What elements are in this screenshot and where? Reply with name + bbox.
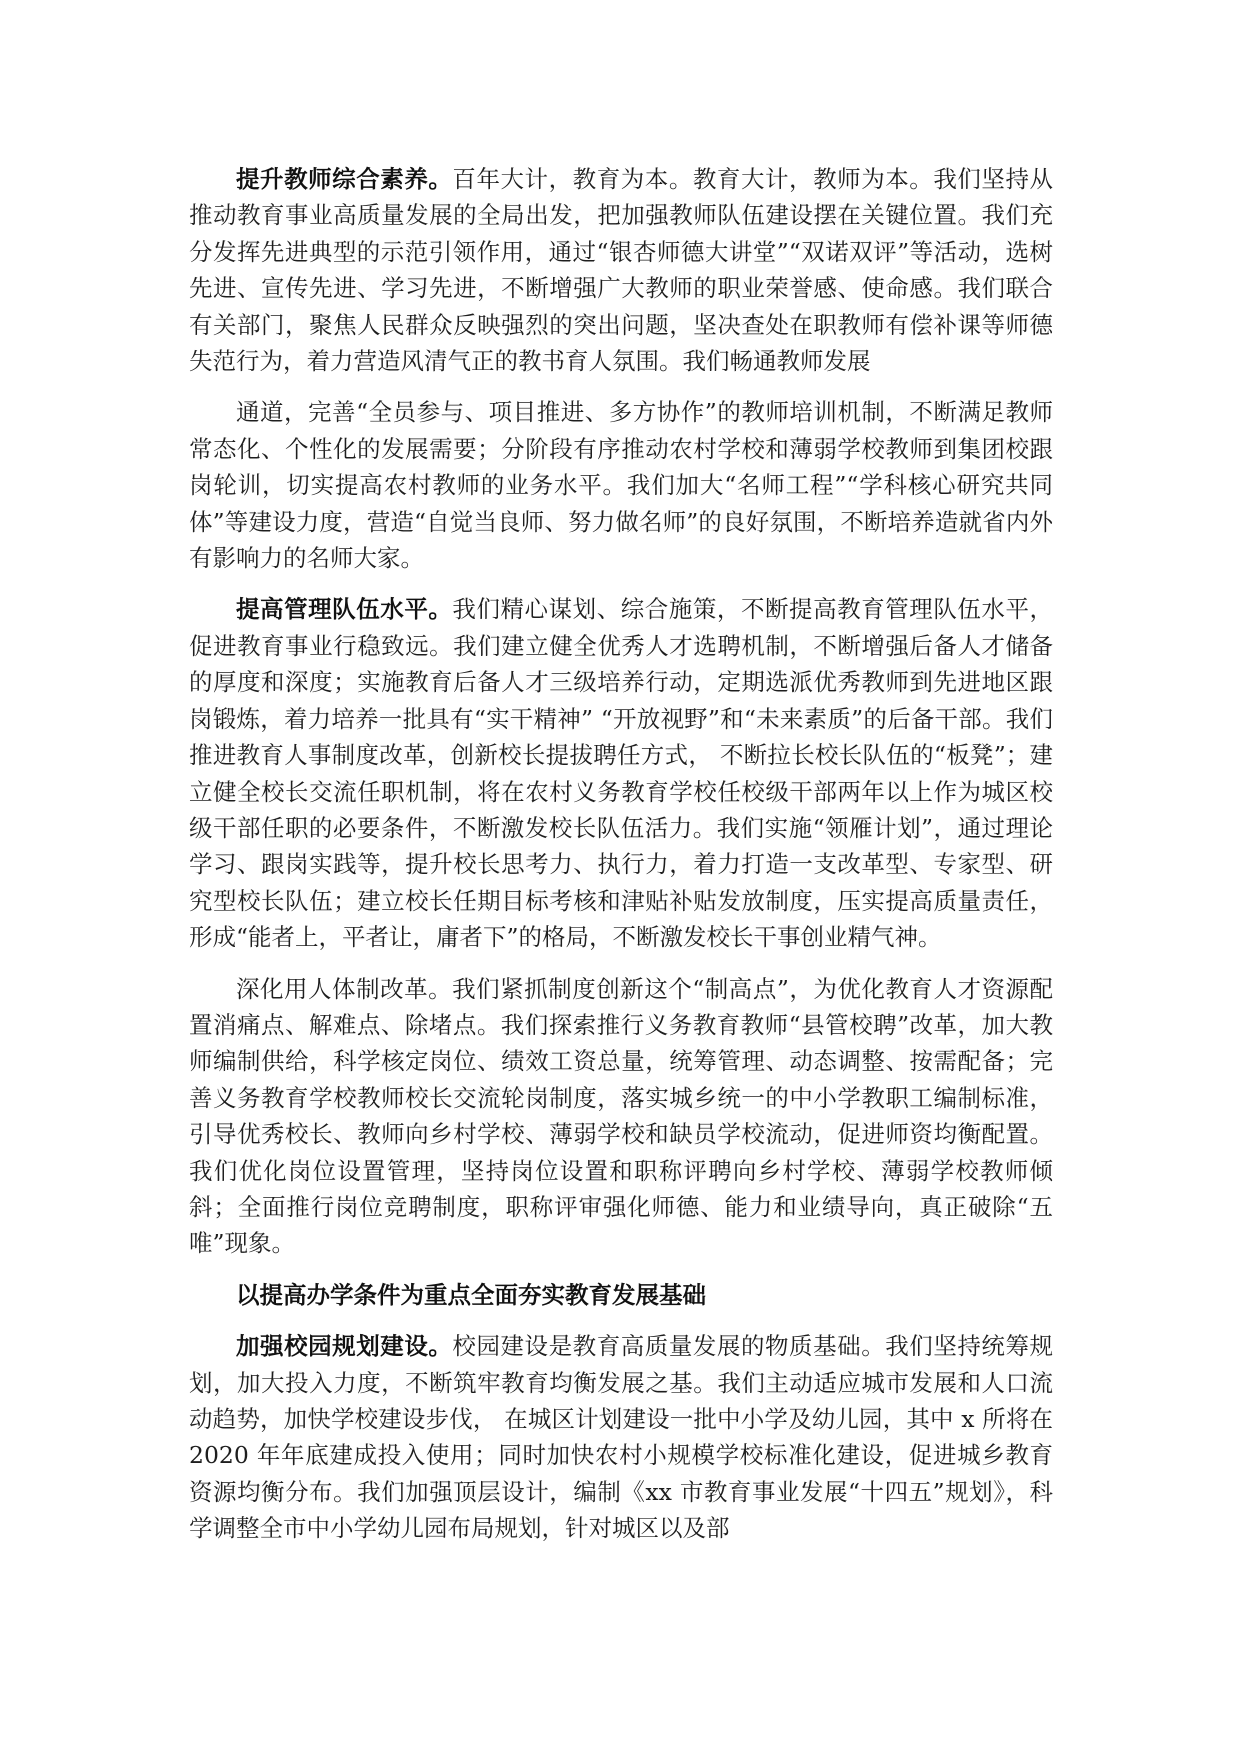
paragraph-text: 百年大计，教育为本。教育大计，教师为本。我们坚持从推动教育事业高质量发展的全局出发，把加强教师队伍建设摆在关键位置。我们充分发挥先进典型的示范引领作用，通过“银杏师德大讲堂”“双诺双评”等活动，选树先进、宣传先进、学习先进，不断增强广大教师的职业荣誉感、使命感。我们联合有关部门，聚焦人民群众反映强烈的突出问题，坚决查处在职教师有偿补课等师德失范行为，着力营造风清气正的教书育人氛围。我们畅通教师发展 <box>189 165 1054 376</box>
paragraph-campus-planning <box>189 1328 1053 1546</box>
paragraph-text: 通道，完善“全员参与、项目推进、多方协作”的教师培训机制，不断满足教师常态化、个性化的发展需要；分阶段有序推动农村学校和薄弱学校教师到集团校跟岗轮训，切实提高农村教师的业务水平。我们加大“名师工程”“学科核心研究共同体”等建设力度，营造“自觉当良师、努力做名师”的良好氛围，不断培养造就省内外有影响力的名师大家。 <box>189 398 1053 573</box>
section-heading: 以提高办学条件为重点全面夯实教育发展基础 <box>236 1280 706 1309</box>
paragraph-teacher-development <box>189 394 1053 576</box>
paragraph-text: 深化用人体制改革。我们紧抓制度创新这个“制高点”，为优化教育人才资源配置消痛点、解难点、除堵点。我们探索推行义务教育教师“县管校聘”改革，加大教师编制供给，科学核定岗位、绩效工资总量，统筹管理、动态调整、按需配备；完善义务教育学校教师校长交流轮岗制度，落实城乡统一的中小学教职工编制标准，引导优秀校长、教师向乡村学校、薄弱学校和缺员学校流动，促进师资均衡配置。我们优化岗位设置管理，坚持岗位设置和职称评聘向乡村学校、薄弱学校教师倾斜；全面推行岗位竞聘制度，职称评审强化师德、能力和业绩导向，真正破除“五唯”现象。 <box>189 974 1053 1258</box>
paragraph-text: 我们精心谋划、综合施策，不断提高教育管理队伍水平，促进教育事业行稳致远。我们建立健全优秀人才选聘机制，不断增强后备人才储备的厚度和深度；实施教育后备人才三级培养行动，定期选派优秀教师到先进地区跟岗锻炼，着力培养一批具有“实干精神” “开放视野”和“未来素质”的后备干部。我们推进教育人事制度改革，创新校长提拔聘任方式， 不断拉长校长队伍的“板凳”；建立健全校长交流任职机制，将在农村义务教育学校任校级干部两年以上作为城区校级干部任职的必要条件，不断激发校长队伍活力。我们实施“领雁计划”，通过理论学习、跟岗实践等，提升校长思考力、执行力，着力打造一支改革型、专家型、研究型校长队伍；建立校长任期目标考核和津贴补贴发放制度，压实提高质量责任，形成“能者上，平者让，庸者下”的格局，不断激发校长干事创业精气神。 <box>189 595 1054 952</box>
paragraph-text: 校园建设是教育高质量发展的物质基础。我们坚持统筹规划，加大投入力度，不断筑牢教育均衡发展之基。我们主动适应城市发展和人口流动趋势，加快学校建设步伐， 在城区计划建设一批中小学及幼儿园，其中 x 所将在 2020 年年底建成投入使用；同时加快农村小规模学校标准化建设，促进城乡教育资源均衡分布。我们加强顶层设计，编制《xx 市教育事业发展“十四五”规划》，科学调整全市中小学幼儿园布局规划，针对城区以及部 <box>189 1332 1054 1543</box>
paragraph-management-team <box>189 591 1053 955</box>
paragraph-personnel-reform <box>189 971 1053 1262</box>
document-page <box>189 161 1053 1547</box>
paragraph-lead: 提高管理队伍水平。 <box>236 595 453 624</box>
paragraph-lead: 加强校园规划建设。 <box>236 1332 453 1361</box>
paragraph-lead: 提升教师综合素养。 <box>236 165 453 193</box>
paragraph-teacher-quality <box>189 161 1053 379</box>
